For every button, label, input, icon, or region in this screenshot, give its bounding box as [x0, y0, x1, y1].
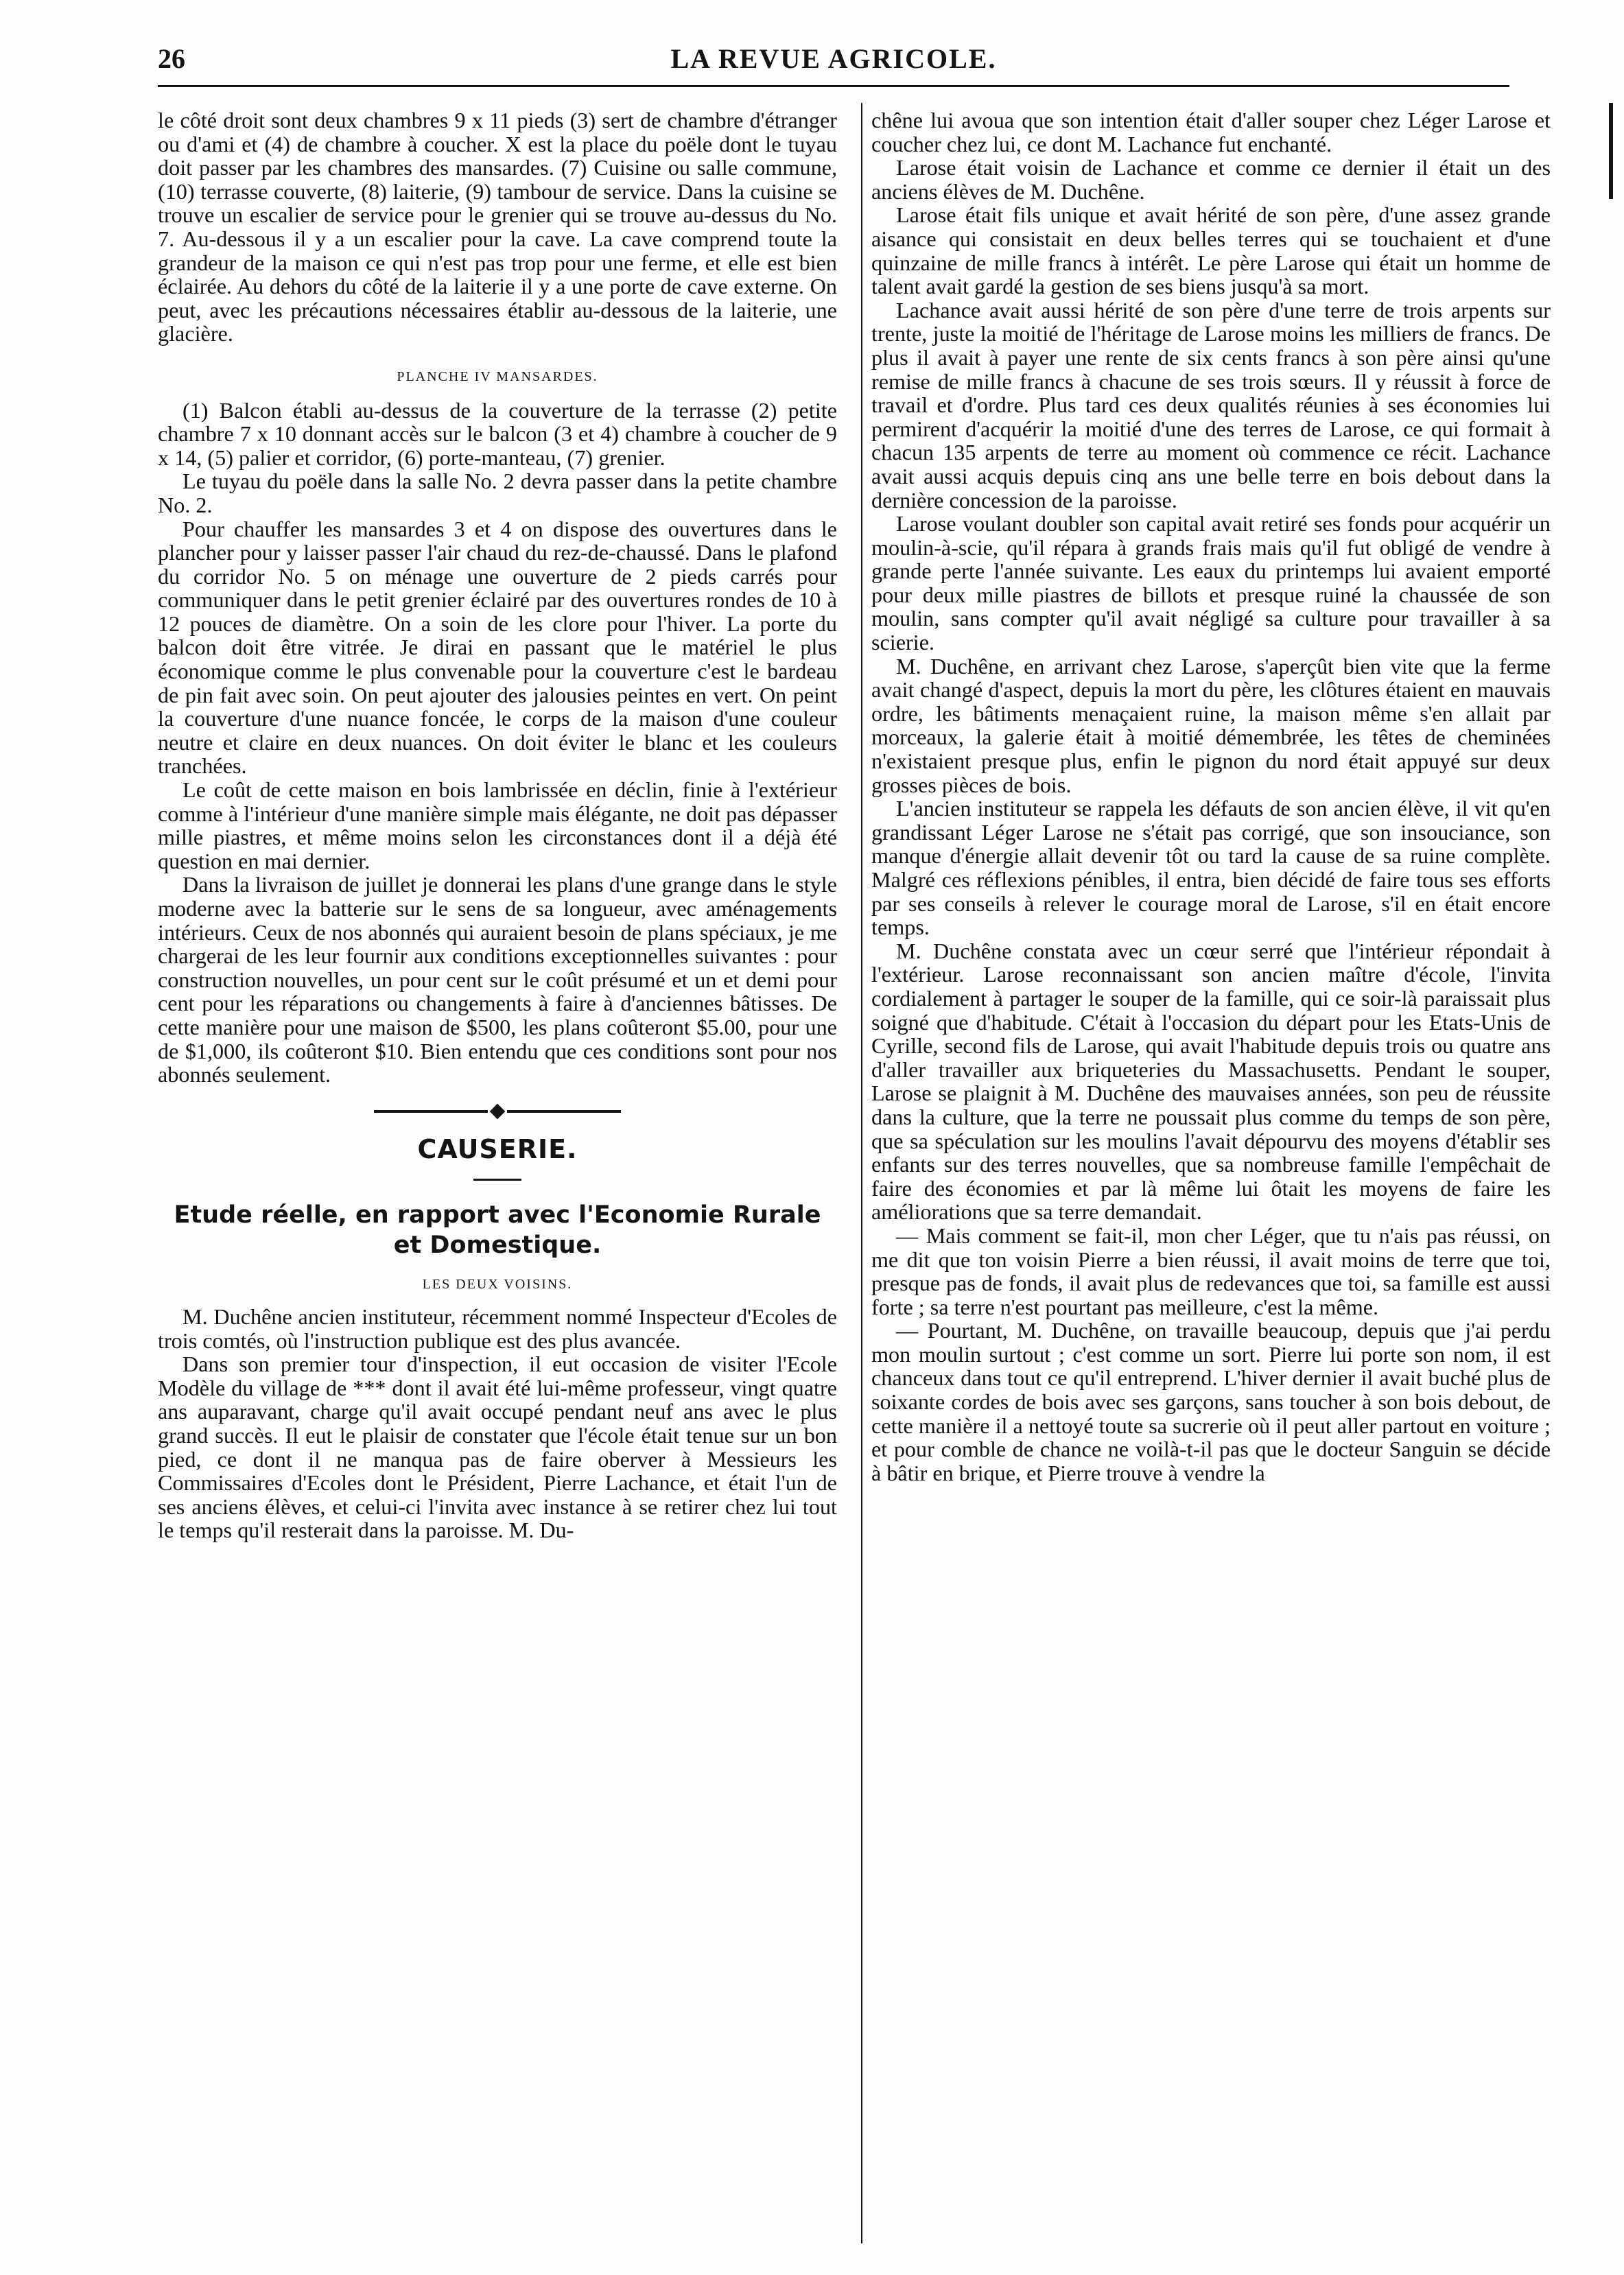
paragraph: Le coût de cette maison en bois lambrissée en déclin, finie à l'extérieur comme à l'intérieur d'une manière simple mais élégante, ne doit pas dépasser mille piastres, et même moins selon les circonstances dont il a déjà été question en mai dernier.: [158, 777, 837, 873]
header-rule: [158, 85, 1509, 87]
paragraph: Larose était fils unique et avait hérité de son père, d'une assez grande aisance qui consistait en deux belles terres qui se touchaient et d'une quinzaine de mille francs à intérêt. Le père Larose qui était un homme de talent avait gardé la gestion de ses biens jusqu'à sa mort.: [871, 202, 1551, 299]
paragraph: Dans son premier tour d'inspection, il eut occasion de visiter l'Ecole Modèle du village de *** dont il avait été lui-même professeur, vingt quatre ans auparavant, charge qu'il avait occupé pendant neuf ans avec le plus grand succès. Il eut le plaisir de constater que l'école était tenue sur un bon pied, ce dont il ne manqua pas de faire oberver à Messieurs les Commissaires d'Ecoles dont le Président, Pierre Lachance, et était l'un de ses anciens élèves, et celui-ci l'invita avec instance à se retirer chez lui tout le temps qu'il resterait dans la paroisse. M. Du-: [158, 1352, 837, 1543]
article-title: Etude réelle, en rapport avec l'Economie Rurale et Domestique.: [174, 1201, 821, 1260]
paragraph: — Mais comment se fait-il, mon cher Léger, que tu n'ais pas réussi, on me dit que ton voisin Pierre a bien réussi, il avait moins de terre que toi, presque pas de fonds, il avait plus de redevances que toi, sa famille est aussi forte ; sa terre n'est pourtant pas meilleure, c'est la même.: [871, 1223, 1551, 1319]
page-number: 26: [158, 43, 185, 74]
paragraph: chêne lui avoua que son intention était d'aller souper chez Léger Larose et coucher chez lui, ce dont M. Lachance fut enchanté.: [871, 108, 1551, 156]
paragraph: Pour chauffer les mansardes 3 et 4 on dispose des ouvertures dans le plancher pour y laisser passer l'air chaud du rez-de-chaussé. Dans le plafond du corridor No. 5 on ménage une ouverture de 2 pieds carrés pour communiquer dans le petit grenier éclairé par des ouvertures rondes de 10 à 12 pouces de diamètre. On a soin de les clore pour l'hiver. La porte du balcon doit être vitrée. Je dirai en passant que le matériel le plus économique comme le plus convenable pour la couverture c'est le bardeau de pin fait avec soin. On peut ajouter des jalousies peintes en vert. On peint la couverture d'une nuance foncée, le corps de la maison d'une couleur neutre et claire en deux nuances. On doit éviter le blanc et les couleurs tranchées.: [158, 516, 837, 779]
ornament-diamond-icon: [490, 1103, 506, 1119]
section-subhead: PLANCHE IV MANSARDES.: [397, 368, 598, 384]
paragraph: M. Duchêne, en arrivant chez Larose, s'aperçût bien vite que la ferme avait changé d'aspect, depuis la mort du père, les clôtures étaient en mauvais ordre, les bâtiments menaçaient ruine, la maison même s'en allait par morceaux, la galerie était à moitié démembrée, les têtes de cheminées n'existaient presque plus, enfin le pignon du nord était appuyé sur deux grosses pièces de bois.: [871, 653, 1551, 797]
paragraph: Larose était voisin de Lachance et comme ce dernier il était un des anciens élèves de M. Duchêne.: [871, 155, 1551, 204]
ornament-bar: [374, 1110, 488, 1113]
paragraph: le côté droit sont deux chambres 9 x 11 pieds (3) sert de chambre d'étranger ou d'ami et (4) de chambre à coucher. X est la place du poële dont le tuyau doit passer par les chambres des mansardes. (7) Cuisine ou salle commune, (10) terrasse couverte, (8) laiterie, (9) tambour de service. Dans la cuisine se trouve un escalier de service pour le grenier qui se trouve au-dessus du No. 7. Au-dessous il y a un escalier pour la cave. La cave comprend toute la grandeur de la maison ce qui n'est pas trop pour une ferme, et elle est bien éclairée. Au dehors du côté de la laiterie il y a une porte de cave externe. On peut, avec les précautions nécessaires établir au-dessous de la laiterie, une glacière.: [158, 108, 837, 346]
short-rule: [473, 1179, 521, 1181]
section-title: CAUSERIE.: [417, 1133, 578, 1164]
left-column: [158, 108, 837, 1542]
ornament-bar: [507, 1110, 621, 1113]
paragraph: M. Duchêne ancien instituteur, récemment nommé Inspecteur d'Ecoles de trois comtés, où l'instruction publique est des plus avancée.: [158, 1304, 837, 1353]
paragraph: Larose voulant doubler son capital avait retiré ses fonds pour acquérir un moulin-à-scie, qu'il répara à grands frais mais qu'il fut obligé de vendre à grande perte l'année suivante. Les eaux du printemps lui avaient emporté pour deux mille piastres de billots et presque ruiné la chaussée de son moulin, sans compter qu'il avait négligé sa culture pour travailler à sa scierie.: [871, 511, 1551, 655]
paragraph: M. Duchêne constata avec un cœur serré que l'intérieur répondait à l'extérieur. Larose reconnaissant son ancien maître d'école, l'invita cordialement à partager le souper de la famille, qui ce soir-là paraissait plus soigné que d'habitude. C'était à l'occasion du départ pour les Etats-Unis de Cyrille, second fils de Larose, qui avait l'habitude depuis trois ou quatre ans d'aller travailler aux briqueteries du Massachusetts. Pendant le souper, Larose se plaignit à M. Duchêne des mauvaises années, son peu de réussite dans la culture, que la terre ne poussait plus comme du temps de son père, que sa spéculation sur les moulins l'avait dépourvu des moyens d'établir ses enfants sur des terres nouvelles, que sa nombreuse famille l'empêchait de faire des économies et par là même lui ôtait les moyens de faire les améliorations que sa terre demandait.: [871, 938, 1551, 1225]
paragraph: L'ancien instituteur se rappela les défauts de son ancien élève, il vit qu'en grandissant Léger Larose ne s'était pas corrigé, que son insouciance, son manque d'énergie allait devenir tôt ou tard la cause de sa ruine complète. Malgré ces réflexions pénibles, il entra, bien décidé de faire tous ses efforts par ses conseils à relever le courage moral de Larose, s'il en était encore temps.: [871, 796, 1551, 940]
paragraph: Le tuyau du poële dans la salle No. 2 devra passer dans la petite chambre No. 2.: [158, 469, 837, 517]
paragraph: Dans la livraison de juillet je donnerai les plans d'une grange dans le style moderne avec la batterie sur le sens de sa longueur, avec aménagements intérieurs. Ceux de nos abonnés qui auraient besoin de plans spéciaux, je me chargerai de les leur fournir aux conditions exceptionnelles suivantes : pour construction nouvelles, un pour cent sur le coût présumé et un et demi pour cent pour les réparations ou changements à faire à d'anciennes bâtisses. De cette manière pour une maison de $500, les plans coûteront $5.00, pour une de $1,000, ils coûteront $10. Bien entendu que ces conditions sont pour nos abonnés seulement.: [158, 872, 837, 1087]
page-header: [158, 36, 1509, 77]
article-subhead: LES DEUX VOISINS.: [422, 1277, 573, 1293]
section-ornament: [374, 1106, 621, 1117]
right-column: [871, 108, 1551, 1485]
paragraph: (1) Balcon établi au-dessus de la couverture de la terrasse (2) petite chambre 7 x 10 donnant accès sur le balcon (3 et 4) chambre à coucher de 9 x 14, (5) palier et corridor, (6) porte-manteau, (7) grenier.: [158, 397, 837, 470]
page-edge-mark: [1609, 103, 1613, 199]
paragraph: — Pourtant, M. Duchêne, on travaille beaucoup, depuis que j'ai perdu mon moulin surtout ; c'est comme un sort. Pierre lui porte son nom, il est chanceux dans tout ce qu'il entreprend. L'hiver dernier il avait buché plus de soixante cordes de bois avec ses garçons, sans toucher à son bois debout, de cette manière il a nettoyé toute sa sucrerie où il peut aller partout en voiture ; et pour comble de chance ne voilà-t-il pas que le docteur Sanguin se décide à bâtir en brique, et Pierre trouve à vendre la: [871, 1318, 1551, 1485]
paragraph: Lachance avait aussi hérité de son père d'une terre de trois arpents sur trente, juste la moitié de l'héritage de Larose moins les milliers de francs. De plus il avait à payer une rente de six cents francs à son père ainsi qu'une remise de mille francs à chacune de ses trois sœurs. Il y réussit à force de travail et d'ordre. Plus tard ces deux qualités réunies à ses économies lui permirent d'acquérir la moitié d'une des terres de Larose, ce qui formait à chacun 135 arpents de terre au moment où commence ce récit. Lachance avait aussi acquis depuis cinq ans une belle terre en bois debout dans la dernière concession de la paroisse.: [871, 297, 1551, 512]
column-divider: [861, 103, 862, 2243]
running-title: LA REVUE AGRICOLE.: [670, 43, 997, 74]
